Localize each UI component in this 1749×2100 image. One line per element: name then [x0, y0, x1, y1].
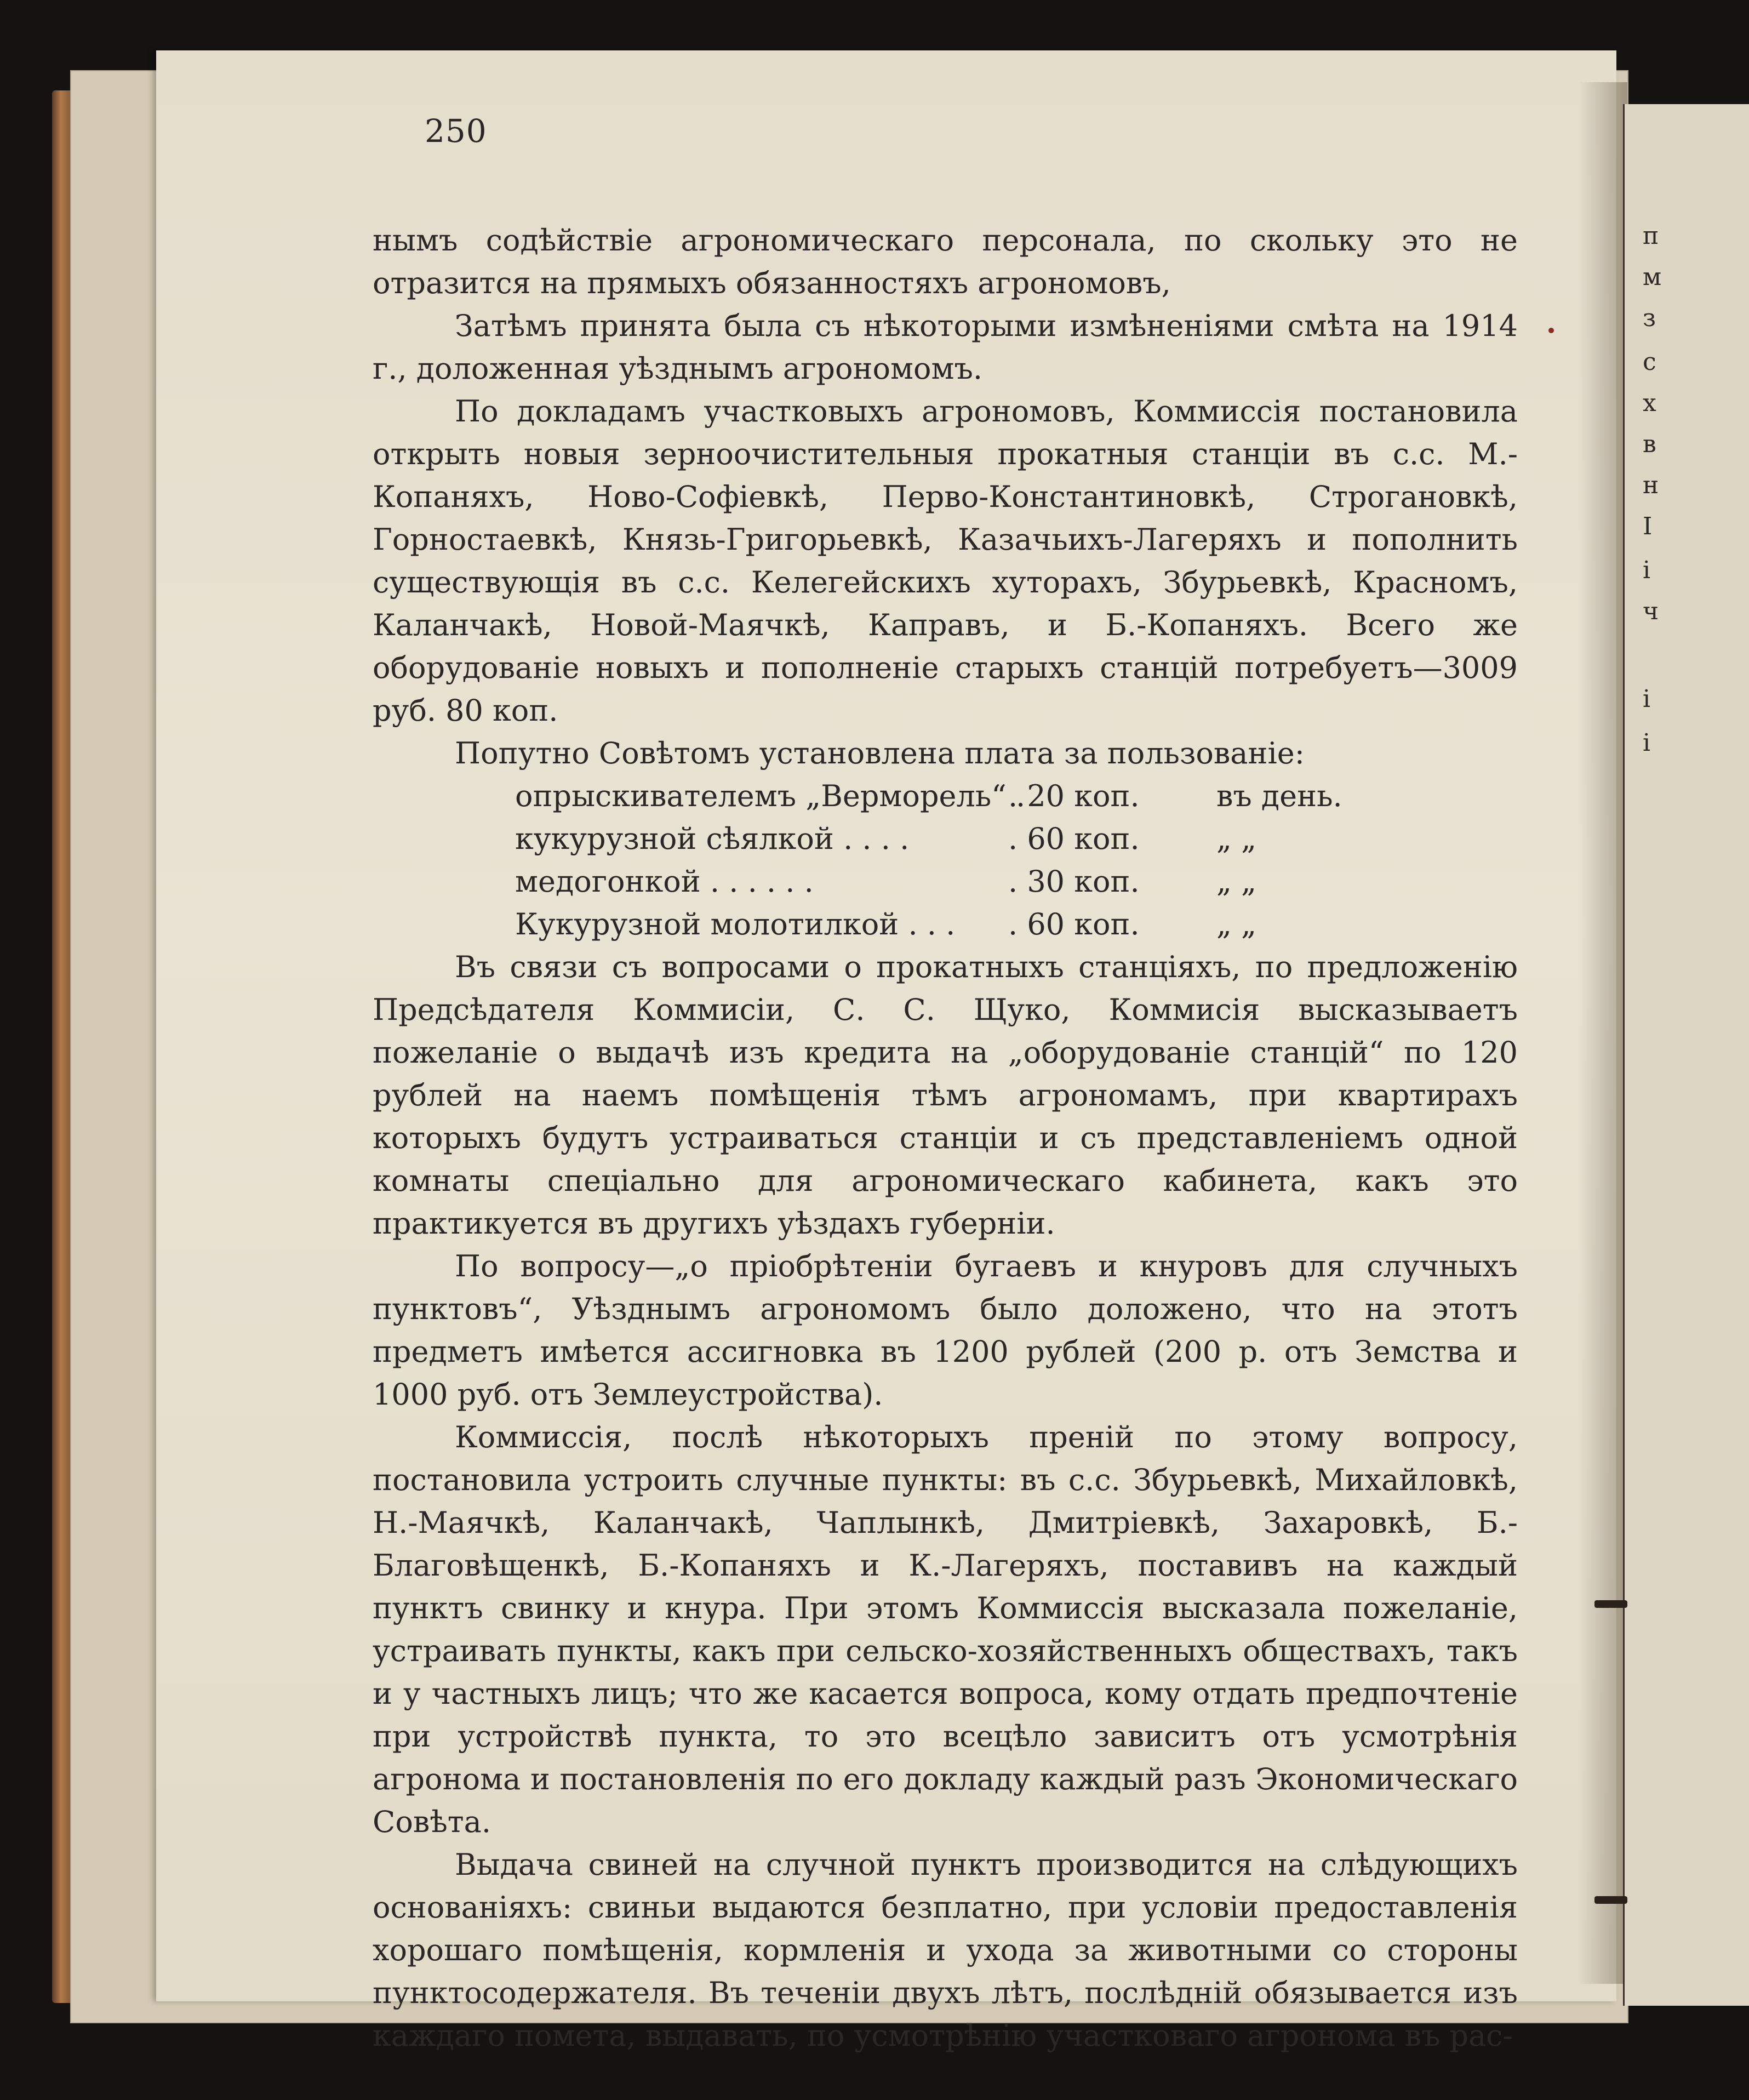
tariff-row	[515, 903, 1419, 946]
facing-page-letter: і	[1643, 729, 1651, 757]
facing-page-letter: ч	[1643, 597, 1659, 625]
facing-page-letter: х	[1643, 389, 1656, 417]
tariff-row	[515, 818, 1419, 860]
facing-page-letter: н	[1643, 471, 1659, 499]
paragraph: нымъ содѣйствіе агрономическаго персонала, по скольку это не отразится на прямыхъ обязанностяхъ агрономовъ,	[373, 223, 1518, 300]
paragraph: По вопросу—„о пріобрѣтеніи бугаевъ и кнуровъ для случныхъ пунктовъ“, Уѣзднымъ агрономомъ было доложено, что на этотъ предметъ имѣется ассигновка въ 1200 рублей (200 р. отъ Земства и 1000 руб. отъ Землеустройства).	[373, 1249, 1518, 1412]
facing-page	[1623, 104, 1749, 2006]
paragraph: По докладамъ участковыхъ агрономовъ, Коммиссія постановила открыть новыя зерноочистительныя прокатныя станціи въ с.с. М.-Копаняхъ, Ново-Софіевкѣ, Перво-Константиновкѣ, Строгановкѣ, Горностаевкѣ, Князь-Григорьевкѣ, Казачьихъ-Лагеряхъ и пополнить существующія въ с.с. Келегейскихъ хуторахъ, Збурьевкѣ, Красномъ, Каланчакѣ, Новой-Маячкѣ, Каправъ, и Б.-Копаняхъ. Всего же оборудованіе новыхъ и пополненіе старыхъ станцій потребуетъ—3009 руб. 80 коп.	[373, 394, 1518, 728]
paragraph: Попутно Совѣтомъ установлена плата за пользованіе:	[455, 736, 1305, 771]
tariff-unit: „ „	[1216, 864, 1257, 899]
page-body	[373, 219, 1518, 2057]
facing-page-letter: п	[1643, 222, 1659, 250]
tariff-price: . 30 коп.	[1008, 864, 1140, 899]
tariff-unit: въ день.	[1216, 779, 1342, 813]
paragraph: Въ связи съ вопросами о прокатныхъ станціяхъ, по предложенію Предсѣдателя Коммисіи, С. С. Щуко, Коммисія высказываетъ пожеланіе о выдачѣ изъ кредита на „оборудованіе станцій“ по 120 рублей на наемъ помѣщенія тѣмъ агрономамъ, при квартирахъ которыхъ будутъ устраиваться станціи и съ представленіемъ одной комнаты спеціально для агрономическаго кабинета, какъ это практикуется въ другихъ уѣздахъ губерніи.	[373, 950, 1518, 1241]
paragraph: Затѣмъ принята была съ нѣкоторыми измѣненіями смѣта на 1914 г., доложенная уѣзднымъ агрономомъ.	[373, 309, 1518, 386]
tariff-unit: „ „	[1216, 821, 1257, 856]
tariff-price: . 60 коп.	[1008, 907, 1140, 941]
tariff-row	[515, 860, 1419, 903]
page-gutter-shadow	[1578, 82, 1627, 1984]
facing-page-letter: і	[1643, 556, 1651, 584]
tariff-price: . 20 коп.	[1008, 779, 1140, 813]
paragraph: Коммиссія, послѣ нѣкоторыхъ преній по этому вопросу, постановила устроить случные пункты: въ с.с. Збурьевкѣ, Михайловкѣ, Н.-Маячкѣ, Каланчакѣ, Чаплынкѣ, Дмитріевкѣ, Захаровкѣ, Б.-Благовѣщенкѣ, Б.-Копаняхъ и К.-Лагеряхъ, поставивъ на каждый пунктъ свинку и кнура. При этомъ Коммиссія высказала пожеланіе, устраивать пункты, какъ при сельско-хозяйственныхъ обществахъ, такъ и у частныхъ лицъ; что же касается вопроса, кому отдать предпочтеніе при устройствѣ пункта, то это всецѣло зависитъ отъ усмотрѣнія агронома и постановленія по его докладу каждый разъ Экономическаго Совѣта.	[373, 1420, 1518, 1839]
ink-mark	[1548, 328, 1554, 333]
tariff-item: опрыскивателемъ „Верморель“ .	[515, 779, 1026, 813]
facing-page-letter: с	[1643, 348, 1656, 376]
binding-clip	[1594, 1896, 1627, 1904]
tariff-unit: „ „	[1216, 907, 1257, 941]
paragraph: Выдача свиней на случной пунктъ производится на слѣдующихъ основаніяхъ: свиньи выдаются безплатно, при условіи предоставленія хорошаго помѣщенія, кормленія и ухода за животными со стороны пунктосодержателя. Въ теченіи двухъ лѣтъ, послѣдній обязывается изъ каждаго помета, выдавать, по усмотрѣнію участковаго агронома въ рас-	[373, 1847, 1518, 2053]
facing-page-letter: м	[1643, 263, 1662, 291]
tariff-item: медогонкой . . . . . .	[515, 864, 814, 899]
tariff-item: кукурузной сѣялкой . . . .	[515, 821, 910, 856]
binding-clip	[1594, 1600, 1627, 1608]
tariff-price: . 60 коп.	[1008, 821, 1140, 856]
tariff-row	[515, 775, 1419, 818]
tariff-item: Кукурузной молотилкой . . .	[515, 907, 956, 941]
page-number: 250	[425, 112, 487, 150]
facing-page-letter: I	[1643, 512, 1653, 540]
facing-page-letter: в	[1643, 430, 1656, 458]
facing-page-letter: з	[1643, 304, 1656, 332]
tariff-list	[515, 775, 1419, 946]
facing-page-letter: і	[1643, 685, 1651, 713]
